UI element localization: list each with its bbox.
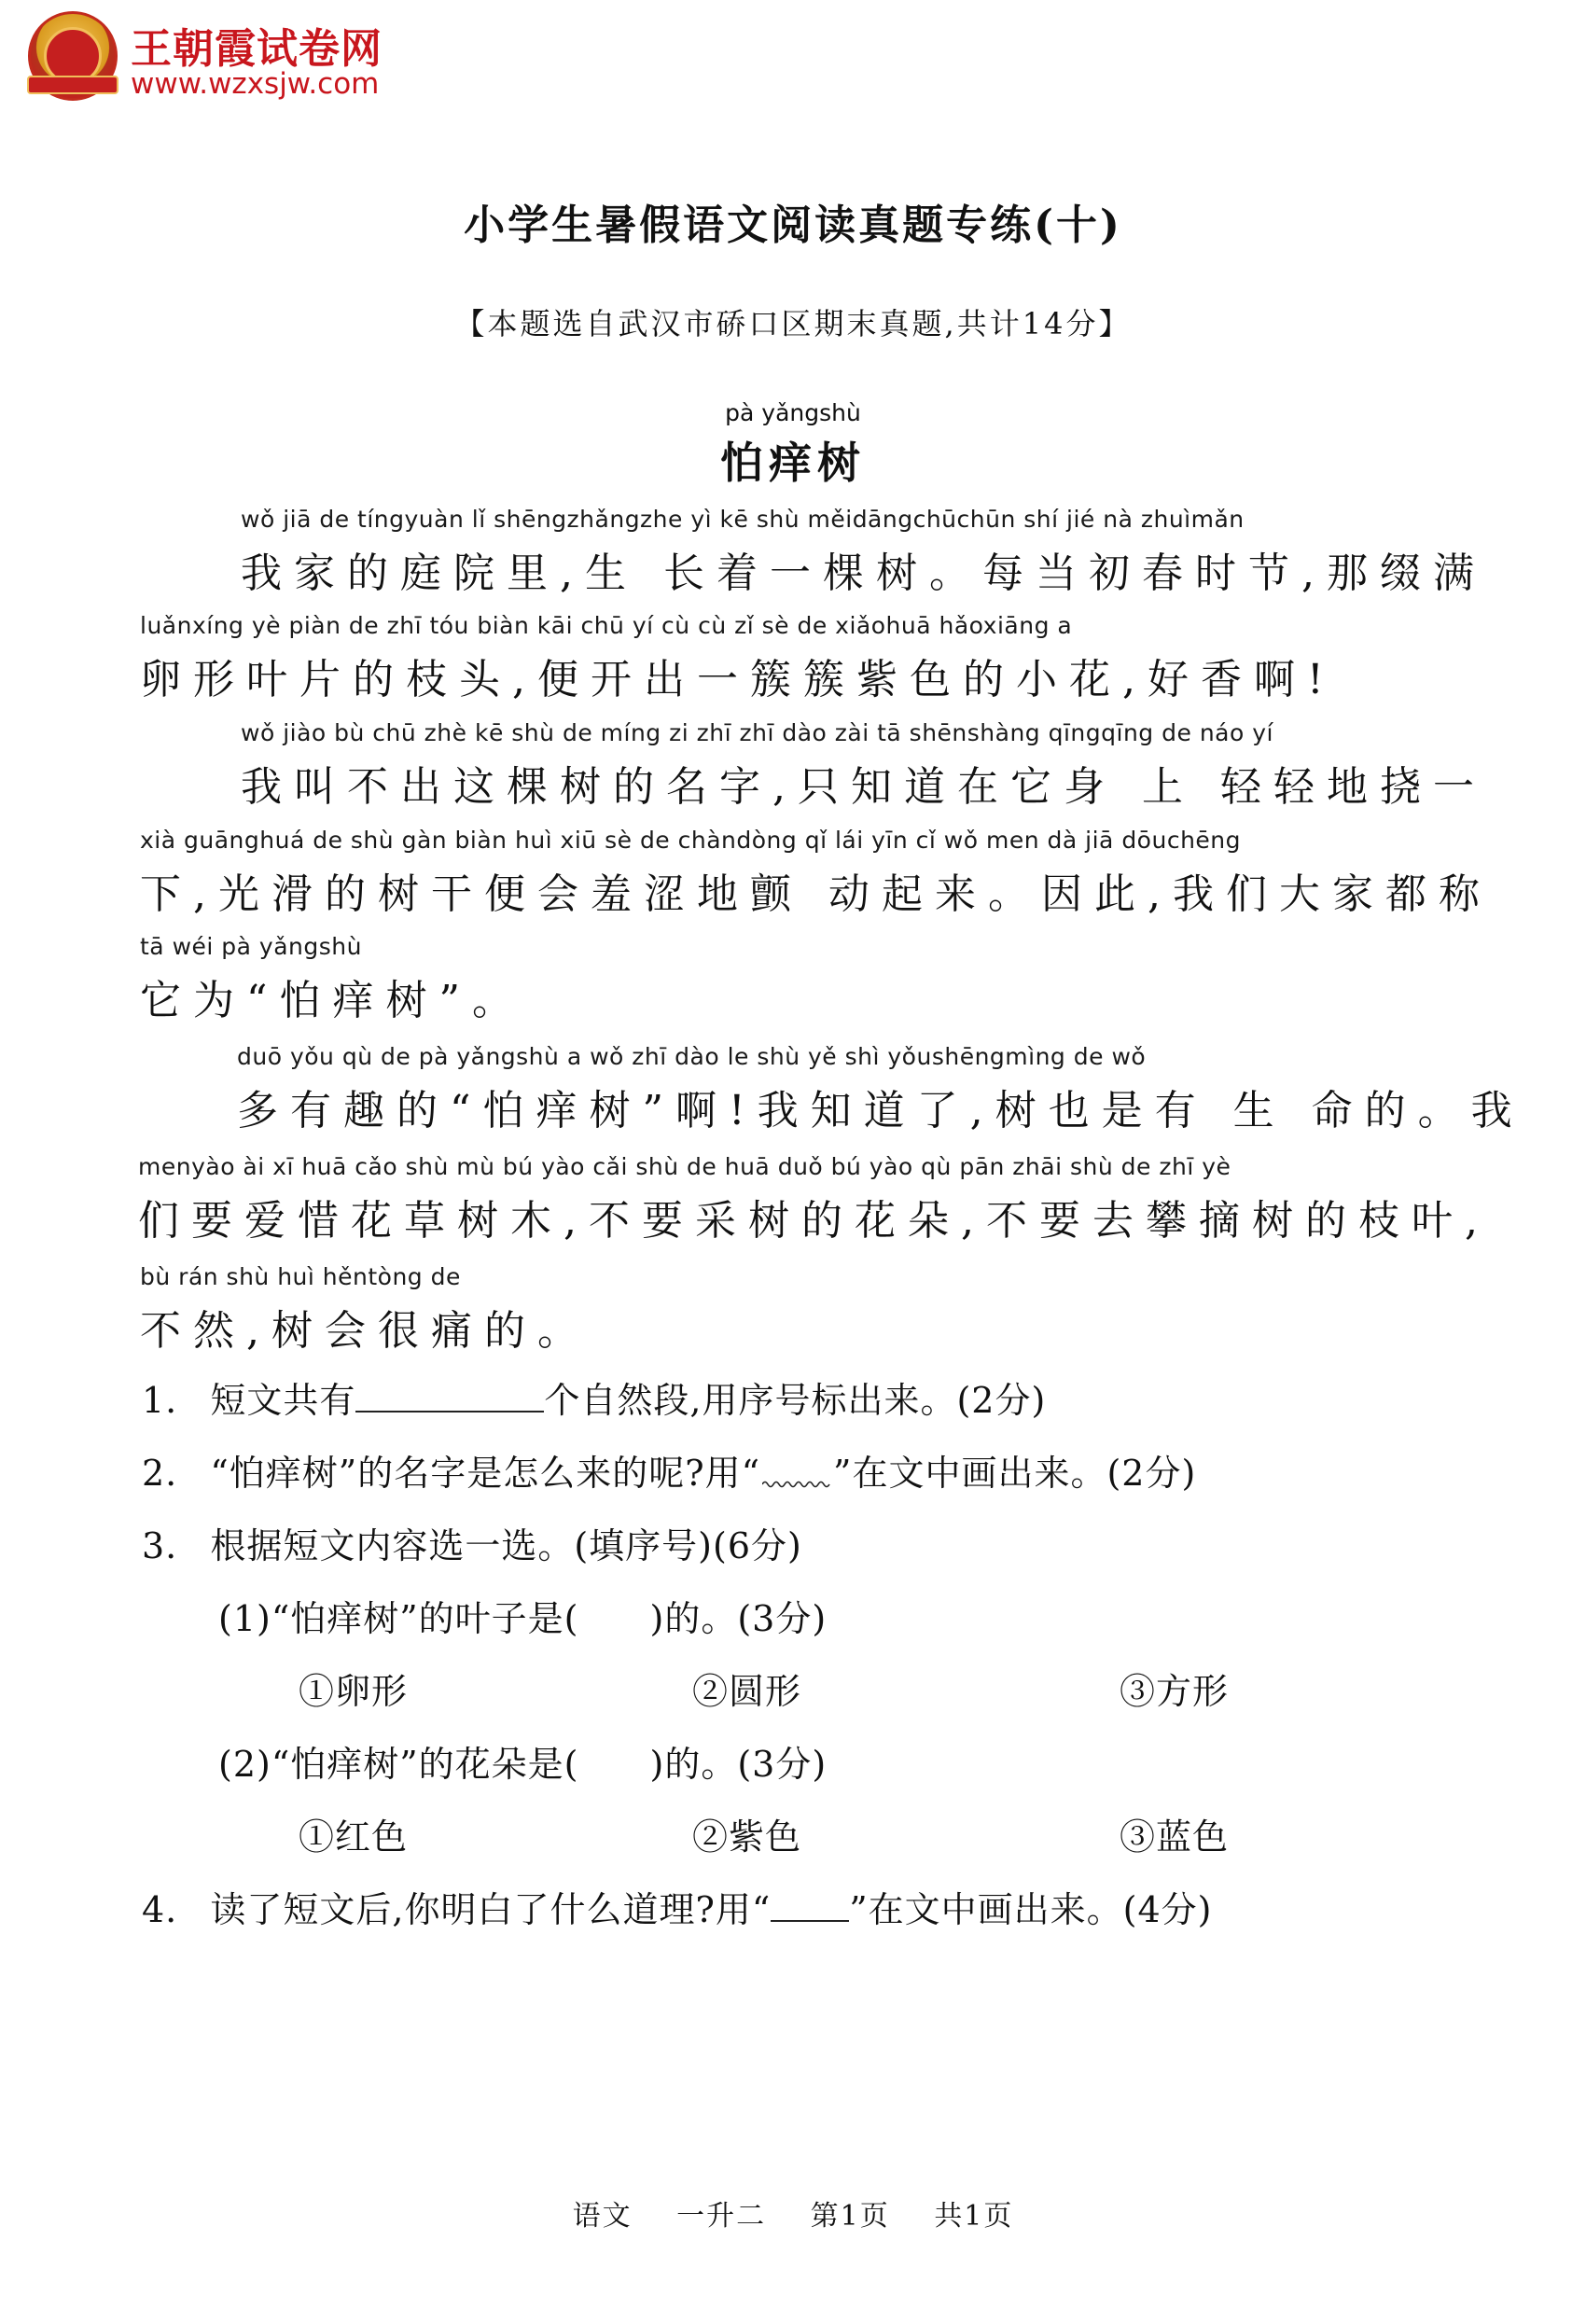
question-2: 2. “怕痒树”的名字是怎么来的呢?用“ ”在文中画出来。(2分) [142,1453,1197,1494]
underline-sample [771,1892,849,1922]
hanzi-row: 们要爱惜花草树木,不要采树的花朵,不要去攀摘树的枝叶, [138,1197,1490,1245]
pinyin-row: menyào ài xī huā cǎo shù mù bú yào cǎi shù de huā duǒ bú yào qù pān zhāi shù de zhī yè [138,1153,1231,1180]
hanzi-row: 卵形叶片的枝头,便开出一簇簇紫色的小花,好香啊! [140,656,1336,703]
hanzi-row: 下,光滑的树干便会羞涩地颤 动起来。因此,我们大家都称 [140,870,1492,918]
option-b[interactable]: ②紫色 [692,1816,802,1858]
pinyin-row: wǒ jiā de tíngyuàn lǐ shēngzhǎngzhe yì kē shù měidāngchūchūn shí jié nà zhuìmǎn [241,506,1245,533]
hanzi-row: 我叫不出这棵树的名字,只知道在它身 上 轻轻地挠一 [241,763,1486,811]
pinyin-row: luǎnxíng yè piàn de zhī tóu biàn kāi chū yí cù cù zǐ sè de xiǎohuā hǎoxiāng a [140,612,1073,639]
logo-url: www.wzxsjw.com [131,67,380,101]
page-title: 小学生暑假语文阅读真题专练(十) [464,202,1122,249]
footer-grade: 一升二 [676,2200,767,2233]
pinyin-row: bù rán shù huì hěntòng de [140,1263,461,1290]
question-number: 3. [142,1525,178,1566]
option-a[interactable]: ①红色 [299,1816,409,1858]
footer-total: 共1页 [934,2200,1014,2233]
question-number: 4. [142,1889,178,1930]
site-logo [21,9,412,103]
option-b[interactable]: ②圆形 [692,1671,802,1712]
story-title-pinyin: pà yǎngshù [725,399,861,426]
question-3: 3. 根据短文内容选一选。(填序号)(6分) [142,1525,802,1566]
pinyin-row: duō yǒu qù de pà yǎngshù a wǒ zhī dào le shù yě shì yǒushēngmìng de wǒ [237,1043,1147,1070]
question-number: 1. [142,1380,178,1421]
question-number: 2. [142,1453,178,1494]
hanzi-row: 多有趣的“怕痒树”啊!我知道了,树也是有 生 命的。我 [237,1087,1524,1134]
hanzi-row: 不然,树会很痛的。 [140,1307,591,1355]
hanzi-row: 我家的庭院里,生 长着一棵树。每当初春时节,那缀满 [241,550,1486,597]
question-3-sub-2: (2)“怕痒树”的花朵是( )的。(3分) [218,1744,828,1785]
answer-blank[interactable] [355,1379,544,1412]
story-title: 怕痒树 [720,438,866,488]
answer-blank[interactable] [579,1599,650,1631]
question-4: 4. 读了短文后,你明白了什么道理?用“ ”在文中画出来。(4分) [142,1889,1213,1930]
option-c[interactable]: ③蓝色 [1120,1816,1230,1858]
question-3-sub-1: (1)“怕痒树”的叶子是( )的。(3分) [218,1598,828,1639]
pinyin-row: xià guānghuá de shù gàn biàn huì xiū sè de chàndòng qǐ lái yīn cǐ wǒ men dà jiā dōuchēng [140,827,1242,854]
seal-icon [28,11,118,101]
footer-subject: 语文 [572,2200,633,2233]
question-1: 1. 短文共有 个自然段,用序号标出来。(2分) [142,1380,1047,1421]
hanzi-row: 它为“怕痒树”。 [140,977,525,1024]
pinyin-row: wǒ jiào bù chū zhè kē shù de míng zi zhī zhī dào zài tā shēnshàng qīngqīng de náo yí [241,719,1273,746]
page-footer [0,2192,1586,2234]
answer-blank[interactable] [579,1745,650,1776]
option-c[interactable]: ③方形 [1120,1671,1230,1712]
source-note: 【本题选自武汉市硚口区期末真题,共计14分】 [454,306,1132,341]
logo-site-name: 王朝霞试卷网 [131,25,383,73]
option-a[interactable]: ①卵形 [299,1671,409,1712]
pinyin-row: tā wéi pà yǎngshù [140,933,362,960]
wavy-underline-icon [760,1457,833,1485]
footer-page: 第1页 [810,2200,890,2233]
